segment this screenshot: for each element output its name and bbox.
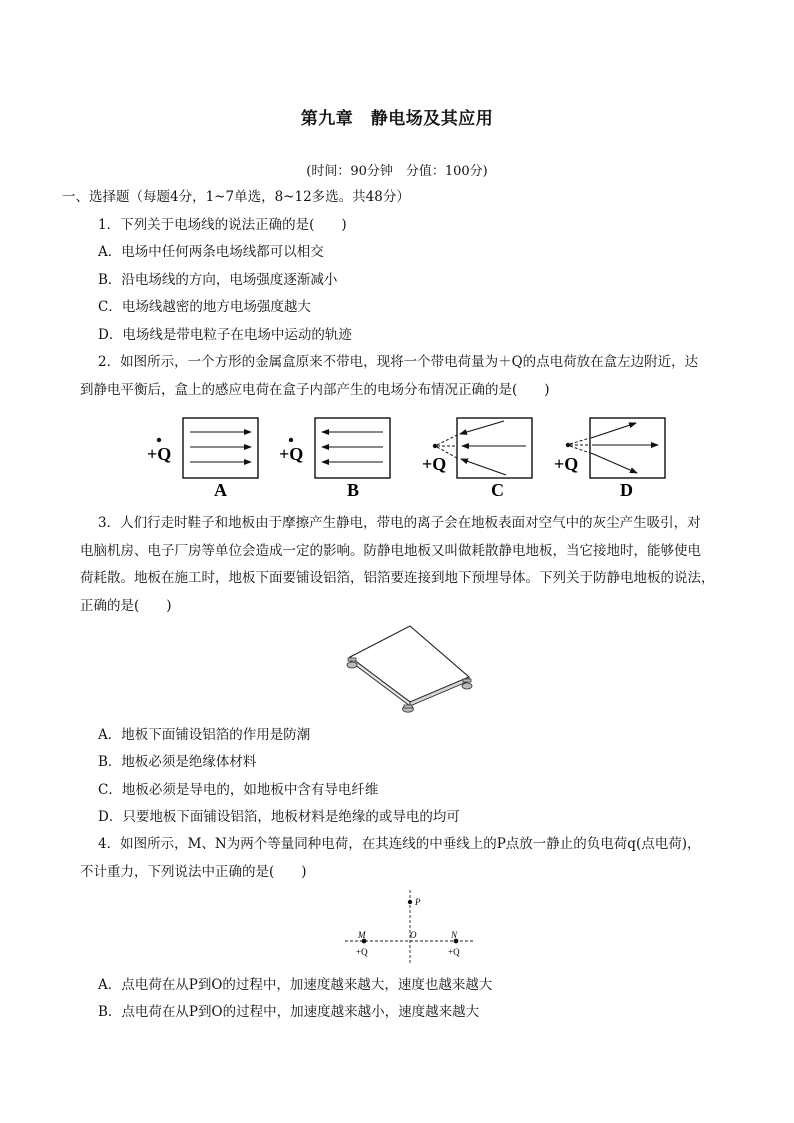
q3-line-1: 3．人们行走时鞋子和地板由于摩擦产生静电，带电的离子会在地板表面对空气中的灰尘产生吸引，对 (98, 515, 701, 531)
diagram-label-d: D (620, 480, 633, 500)
exam-info: (时间：90分钟 分值：100分) (306, 164, 488, 179)
q4-line-1: 4．如图所示，M、N为两个等量同种电荷，在其连线的中垂线上的P点放一静止的负电荷q(点电荷)， (98, 836, 701, 852)
q4-charges-figure (345, 888, 477, 966)
diagram-a (147, 418, 258, 500)
label-p: P (415, 897, 421, 907)
charge-label-c: +Q (422, 454, 447, 474)
q4-line-2: 不计重力，下列说法中正确的是( ) (80, 864, 307, 880)
charge-n: +Q (448, 947, 460, 957)
q2-line-1: 2．如图所示，一个方形的金属盒原来不带电，现将一个带电荷量为＋Q的点电荷放在盒左边附近，达 (98, 354, 699, 370)
q3-option-d: D．只要地板下面铺设铝箔，地板材料是绝缘的或导电的均可 (98, 809, 460, 825)
q3-line-3: 荷耗散。地板在施工时，地板下面要铺设铝箔，铝箔要连接到地下预埋导体。下列关于防静电地板的说法， (80, 570, 715, 586)
q3-line-4: 正确的是( ) (80, 598, 172, 614)
q3-option-b: B．地板必须是绝缘体材料 (98, 754, 257, 770)
q1-option-d: D．电场线是带电粒子在电场中运动的轨迹 (98, 327, 352, 343)
q2-figure (140, 408, 680, 504)
diagram-c (422, 418, 532, 500)
label-n: N (451, 930, 458, 940)
page-title: 第九章 静电场及其应用 (300, 109, 494, 129)
charge-label-d: +Q (554, 454, 579, 474)
q3-option-c: C．地板必须是导电的，如地板中含有导电纤维 (98, 782, 379, 798)
q4-option-a: A．点电荷在从P到O的过程中，加速度越来越大，速度也越来越大 (98, 977, 493, 993)
q3-option-a: A．地板下面铺设铝箔的作用是防潮 (98, 727, 311, 743)
label-m: M (358, 930, 366, 940)
label-o: O (410, 930, 417, 940)
q2-line-2: 到静电平衡后，盒上的感应电荷在盒子内部产生的电场分布情况正确的是( ) (80, 382, 550, 398)
charge-label-a: +Q (147, 444, 172, 464)
q1-option-a: A．电场中任何两条电场线都可以相交 (98, 244, 324, 260)
q4-option-b: B．点电荷在从P到O的过程中，加速度越来越小，速度越来越大 (98, 1004, 480, 1020)
section-heading: 一、选择题（每题4分，1~7单选，8~12多选。共48分） (62, 189, 410, 205)
charge-label-b: +Q (279, 444, 304, 464)
q1-option-b: B．沿电场线的方向，电场强度逐渐减小 (98, 272, 338, 288)
q1-stem: 1．下列关于电场线的说法正确的是( ) (98, 217, 347, 233)
q3-floor-figure (340, 622, 476, 716)
diagram-b (279, 418, 390, 500)
q1-option-c: C．电场线越密的地方电场强度越大 (98, 299, 311, 315)
q3-line-2: 电脑机房、电子厂房等单位会造成一定的影响。防静电地板又叫做耗散静电地板，当它接地时，能够使电 (80, 543, 701, 559)
diagram-d (554, 418, 665, 500)
diagram-label-c: C (491, 480, 504, 500)
charge-m: +Q (356, 947, 368, 957)
diagram-label-a: A (214, 480, 227, 500)
diagram-label-b: B (347, 480, 360, 500)
